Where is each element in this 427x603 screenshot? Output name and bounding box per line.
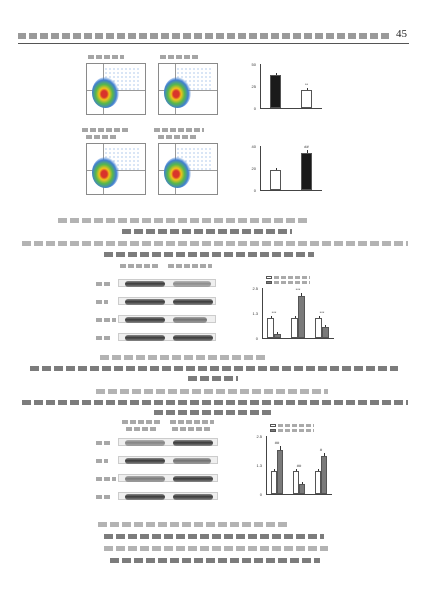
y-axis (260, 64, 261, 108)
error-bar (301, 293, 302, 296)
blot-row (118, 438, 218, 446)
y-tick-label: 0 (259, 492, 262, 497)
dotplot-label (158, 135, 196, 139)
bar (321, 456, 327, 494)
blot-row-label (96, 318, 116, 322)
y-tick-label: 2.5 (256, 434, 262, 439)
error-bar (295, 316, 296, 318)
error-bar (324, 453, 325, 456)
dotplot-label (86, 135, 116, 139)
figure-caption (110, 558, 320, 563)
legend-swatch (266, 281, 272, 284)
significance-mark: ** (304, 82, 309, 88)
bar (267, 318, 274, 338)
bar (315, 318, 322, 338)
legend-label (278, 429, 314, 432)
error-bar (276, 168, 277, 170)
blot-row-label (96, 282, 112, 286)
error-bar (302, 482, 303, 484)
y-axis (262, 288, 263, 338)
blot-row-label (96, 441, 112, 445)
bar-chart (246, 143, 322, 193)
significance-mark: *** (319, 310, 325, 315)
figure-caption (188, 376, 238, 381)
x-axis (262, 338, 334, 339)
blot-row-label (96, 477, 116, 481)
dotplot-label (82, 128, 128, 132)
lane-label (170, 420, 214, 424)
bar (291, 318, 298, 338)
bar (298, 296, 305, 338)
bar (277, 450, 283, 494)
legend-entry (266, 276, 310, 279)
bar (301, 90, 313, 108)
blot-row-label (96, 336, 110, 340)
bar-chart (246, 62, 322, 111)
y-tick-label: 20 (251, 166, 256, 171)
x-axis (266, 494, 332, 495)
y-tick-label: 0 (255, 336, 258, 341)
error-bar (307, 150, 308, 153)
lane-label (172, 427, 212, 431)
legend-entry (270, 424, 314, 427)
figure-caption (122, 229, 292, 234)
y-tick-label: 50 (251, 62, 256, 67)
legend-label (274, 276, 310, 279)
y-tick-label: 1.3 (256, 463, 262, 468)
header-rule (18, 43, 409, 44)
lane-label (122, 420, 162, 424)
significance-mark: ## (296, 462, 302, 468)
lane-label (126, 427, 156, 431)
flow-dotplot (158, 143, 218, 195)
figure-caption (154, 410, 274, 415)
figure-note (100, 355, 268, 360)
error-bar (276, 73, 277, 76)
blot-row (118, 492, 218, 500)
bar (301, 153, 313, 190)
figure-caption (104, 252, 314, 257)
flow-dotplot (86, 143, 146, 195)
lane-label (120, 264, 160, 268)
figure-note (96, 389, 328, 394)
bar (270, 75, 282, 108)
figure-note (22, 241, 408, 246)
error-bar (318, 469, 319, 471)
significance-mark: *** (271, 310, 277, 315)
y-tick-label: 40 (251, 144, 256, 149)
x-axis (260, 108, 322, 109)
significance-mark: *** (295, 286, 301, 292)
legend-entry (270, 429, 314, 432)
blot-row (118, 297, 216, 305)
blot-row (118, 315, 216, 323)
legend-entry (266, 281, 310, 284)
significance-mark: ## (304, 143, 309, 149)
legend-swatch (266, 276, 272, 279)
error-bar (319, 316, 320, 318)
bar (274, 334, 281, 338)
blot-row (118, 456, 218, 464)
error-bar (325, 325, 326, 327)
y-tick-label: 25 (251, 84, 256, 89)
error-bar (280, 446, 281, 450)
figure-note (58, 218, 308, 223)
flow-dotplot (86, 63, 146, 115)
error-bar (277, 332, 278, 334)
flow-dotplot (158, 63, 218, 115)
bar (322, 327, 329, 338)
figure-caption (22, 400, 408, 405)
error-bar (296, 469, 297, 471)
bar-chart (252, 434, 332, 497)
dotplot-label (154, 128, 204, 132)
y-axis (260, 146, 261, 190)
significance-mark: ## (274, 440, 280, 446)
blot-row (118, 474, 218, 482)
bar-chart (248, 286, 334, 341)
figure-note (98, 522, 288, 527)
y-tick-label: 2.5 (252, 286, 258, 291)
dotplot-label (88, 55, 124, 59)
error-bar (307, 88, 308, 90)
figure-caption (104, 534, 324, 539)
legend-label (274, 281, 310, 284)
blot-row-label (96, 459, 108, 463)
blot-row (118, 279, 216, 287)
blot-row-label (96, 300, 108, 304)
bar (299, 484, 305, 494)
dotplot-label (160, 55, 200, 59)
error-bar (274, 469, 275, 471)
figure-caption (30, 366, 398, 371)
significance-mark: # (319, 446, 323, 452)
figure-note (104, 546, 328, 551)
blot-row (118, 333, 216, 341)
legend-swatch (270, 424, 276, 427)
y-axis (266, 436, 267, 494)
legend-swatch (270, 429, 276, 432)
y-tick-label: 0 (253, 106, 256, 111)
lane-label (168, 264, 212, 268)
y-tick-label: 0 (253, 188, 256, 193)
bar (270, 170, 282, 190)
legend-label (278, 424, 314, 427)
y-tick-label: 1.3 (252, 311, 258, 316)
page-number: 45 (396, 28, 407, 40)
error-bar (271, 316, 272, 318)
running-header (18, 33, 390, 39)
blot-row-label (96, 495, 110, 499)
x-axis (260, 190, 322, 191)
